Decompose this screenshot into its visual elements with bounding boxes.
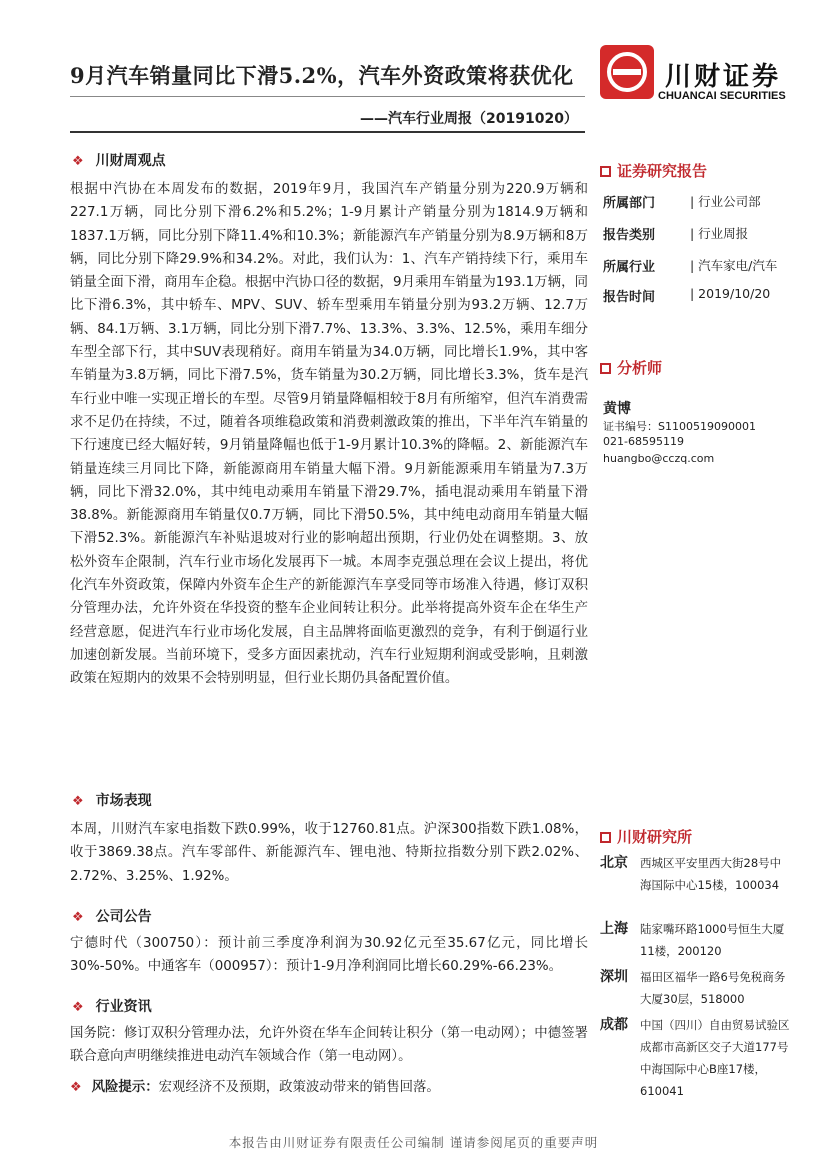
report-title: 9月汽车销量同比下滑5.2%，汽车外资政策将获优化	[70, 63, 574, 88]
section-heading-company: ❖ 公司公告	[72, 909, 152, 925]
diamond-bullet-icon: ❖	[72, 794, 84, 809]
diamond-bullet-icon: ❖	[72, 910, 84, 925]
info-label-industry: 所属行业	[603, 260, 656, 275]
square-bullet-icon	[600, 363, 611, 374]
sidebar-heading-report: 证券研究报告	[600, 160, 707, 181]
office-address-shenzhen: 福田区福华一路6号免税商务大厦30层，518000	[640, 970, 786, 1006]
section-heading-industry: ❖ 行业资讯	[72, 999, 152, 1015]
logo-text-en: CHUANCAI SECURITIES	[658, 90, 786, 102]
viewpoint-paragraph: 根据中汽协在本周发布的数据，2019年9月，我国汽车产销量分别为220.9万辆和227.1万辆，同比分别下滑6.2%和5.2%；1-9月累计产销量分别为1814.9万辆和1837.1万辆，同比分别下降11.4%和10.3%；新能源汽车产销量分别为8.9万辆和8万辆，同比分别下降29.9%和34.2%。对此，我们认为：1、汽车产销持续下行，乘用车销量全面下滑，商用车企稳。根据中汽协口径的数据，9月乘用车销量为193.1万辆，同比下滑6.3%，其中轿车、MPV、SUV、轿车型乘用车销量分别为93.2万辆、12.7万辆、84.1万辆、3.1万辆，同比分别下滑7.7%、13.3%、3.3%、12.5%，乘用车细分车型全部下行，其中SUV表现稍好。商用车销量为34.0万辆，同比增长1.9%，其中客车销量为3.8万辆，同比下滑7.5%，货车销量为30.2万辆，同比增长3.3%，货车是汽车行业中唯一实现正增长的车型。尽管9月销量降幅相较于8月有所缩窄，但汽车消费需求不足仍在持续，不过，随着各项维稳政策和消费刺激政策的推出，下半年汽车销量的下行速度已经大幅好转，9月销量降幅也低于1-9月累计10.3%的降幅。2、新能源汽车销量连续三月同比下降，新能源商用车销量大幅下滑。9月新能源乘用车销量为7.3万辆，同比下滑32.0%，其中纯电动乘用车销量下滑29.7%，插电混动乘用车销量下滑38.8%。新能源商用车销量仅0.7万辆，同比下滑50.5%，其中纯电动商用车销量大幅下滑52.3%。新能源汽车补贴退坡对行业的影响超出预期，行业仍处在调整期。3、放松外资车企限制，汽车行业市场化发展再下一城。本周李克强总理在会议上提出，将优化汽车外资政策，保障内外资车企生产的新能源汽车享受同等市场准入待遇，修订双积分管理办法，允许外资在华投资的整车企业间转让积分。此举将提高外资车企在华生产经营意愿，促进汽车行业市场化发展，自主品牌将面临更激烈的竞争，有利于倒逼行业加速创新发展。当前环境下，受多方面因素扰动，汽车行业短期利润或受影响，且刺激政策在短期内的效果不会特别明显，但行业长期仍具备配置价值。	[70, 182, 588, 687]
company-logo-icon	[600, 45, 654, 99]
section-heading-viewpoint: ❖ 川财周观点	[72, 153, 166, 169]
section-heading-market: ❖ 市场表现	[72, 793, 152, 809]
info-value-department: | 行业公司部	[690, 194, 761, 209]
analyst-phone: 021-68595119	[603, 435, 684, 448]
office-city-beijing: 北京	[600, 855, 628, 871]
info-label-date: 报告时间	[603, 290, 656, 305]
diamond-bullet-icon: ❖	[70, 1080, 82, 1095]
industry-paragraph: 国务院：修订双积分管理办法，允许外资在华车企间转让积分（第一电动网）；中德签署联合意向声明继续推进电动汽车领域合作（第一电动网）。	[70, 1026, 588, 1065]
office-city-shanghai: 上海	[600, 921, 628, 937]
report-subtitle: ——汽车行业周报（20191020）	[360, 111, 578, 127]
office-city-chengdu: 成都	[600, 1017, 628, 1033]
analyst-name: 黄博	[603, 401, 631, 417]
office-address-shanghai: 陆家嘴环路1000号恒生大厦11楼，200120	[640, 922, 785, 958]
sidebar-heading-analyst: 分析师	[600, 357, 662, 378]
info-value-category: | 行业周报	[690, 226, 749, 241]
office-address-beijing: 西城区平安里西大街28号中海国际中心15楼，100034	[640, 856, 782, 892]
analyst-cert: 证书编号：S1100519090001	[603, 420, 756, 433]
sidebar-heading-institute: 川财研究所	[600, 826, 692, 847]
info-value-industry: | 汽车家电/汽车	[690, 258, 778, 273]
info-label-category: 报告类别	[603, 228, 656, 243]
diamond-bullet-icon: ❖	[72, 1000, 84, 1015]
market-paragraph: 本周，川财汽车家电指数下跌0.99%，收于12760.81点。沪深300指数下跌1.08%，收于3869.38点。汽车零部件、新能源汽车、锂电池、特斯拉指数分别下跌2.02%、2.72%、3.25%、1.92%。	[70, 822, 588, 884]
office-city-shenzhen: 深圳	[600, 969, 628, 985]
risk-paragraph	[70, 1076, 588, 1099]
company-paragraph: 宁德时代（300750）：预计前三季度净利润为30.92亿元至35.67亿元，同比增长30%-50%。中通客车（000957）：预计1-9月净利润同比增长60.29%-66.23%。	[70, 936, 588, 975]
square-bullet-icon	[600, 166, 611, 177]
page-footer: 本报告由川财证券有限责任公司编制 谨请参阅尾页的重要声明	[228, 1135, 599, 1150]
office-address-chengdu: 中国（四川）自由贸易试验区成都市高新区交子大道177号中海国际中心B座17楼，610041	[640, 1018, 790, 1098]
square-bullet-icon	[600, 832, 611, 843]
info-label-department: 所属部门	[603, 196, 656, 211]
risk-label: 风险提示：	[91, 1080, 159, 1095]
header-divider	[70, 96, 585, 97]
info-value-date: | 2019/10/20	[690, 286, 771, 301]
analyst-email[interactable]: huangbo@cczq.com	[603, 452, 715, 465]
diamond-bullet-icon: ❖	[72, 154, 84, 169]
header-divider-bottom	[70, 131, 585, 133]
risk-text: 宏观经济不及预期，政策波动带来的销售回落。	[158, 1080, 440, 1095]
logo-text-cn: 川财证券	[665, 62, 782, 92]
